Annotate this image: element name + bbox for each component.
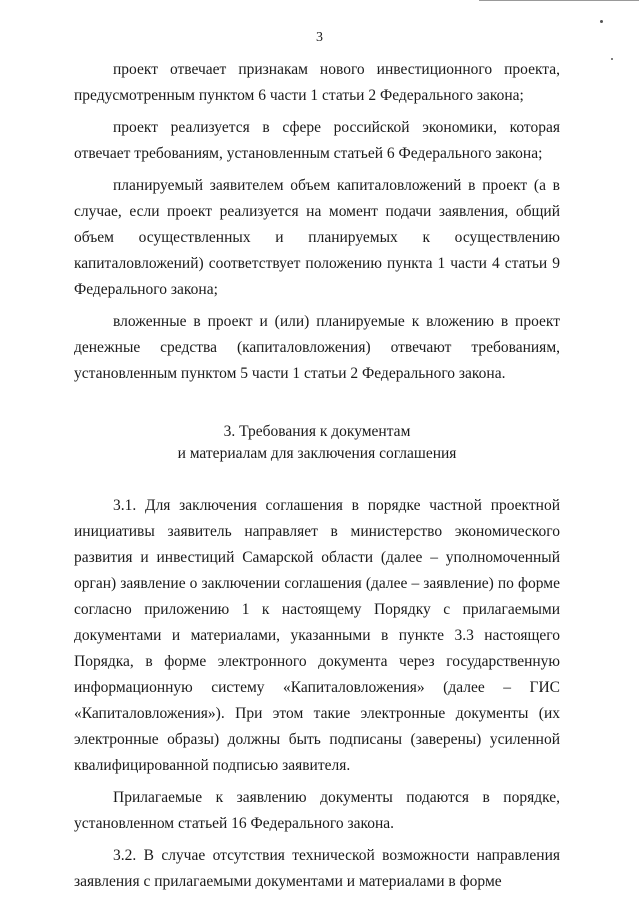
scan-edge-line bbox=[479, 0, 639, 1]
section-heading-line: и материалам для заключения соглашения bbox=[177, 445, 457, 462]
paragraph: 3.2. В случае отсутствия технической возможности направления заявления с прилагаемыми документами и материалами в форме bbox=[74, 847, 560, 890]
page-number: 3 bbox=[316, 30, 323, 45]
scan-speck bbox=[600, 20, 603, 23]
paragraph: 3.1. Для заключения соглашения в порядке частной проектной инициативы заявитель направляет в министерство экономического развития и инвестиций Самарской области (далее – уполномоченный орган) заявление о заключении соглашения (далее – заявление) по форме согласно приложению 1 к настоящему Порядку с прилагаемыми документами и материалами, указанными в пункте 3.3 настоящего Порядка, в форме электронного документа через государственную информационную систему «Капиталовложения» (далее – ГИС «Капиталовложения»). При этом такие электронные документы (их электронные образы) должны быть подписаны (заверены) усиленной квалифицированной подписью заявителя. bbox=[74, 497, 560, 774]
paragraph: вложенные в проект и (или) планируемые к вложению в проект денежные средства (капиталовложения) отвечают требованиям, установленным пунктом 5 части 1 статьи 2 Федерального закона. bbox=[74, 313, 560, 382]
paragraph: проект реализуется в сфере российской экономики, которая отвечает требованиям, установленным статьей 6 Федерального закона; bbox=[74, 119, 560, 162]
section-heading-line: 3. Требования к документам bbox=[223, 423, 411, 440]
section-heading bbox=[74, 421, 560, 465]
scan-speck bbox=[611, 58, 613, 60]
document-body bbox=[74, 57, 560, 901]
paragraph: планируемый заявителем объем капиталовложений в проект (а в случае, если проект реализуется на момент подачи заявления, общий объем осуществленных и планируемых к осуществлению капиталовложений) соответствует положению пункта 1 части 4 статьи 9 Федерального закона; bbox=[74, 177, 560, 298]
paragraph: проект отвечает признакам нового инвестиционного проекта, предусмотренным пунктом 6 части 1 статьи 2 Федерального закона; bbox=[74, 61, 560, 104]
paragraph: Прилагаемые к заявлению документы подаются в порядке, установленном статьей 16 Федерального закона. bbox=[74, 789, 560, 832]
